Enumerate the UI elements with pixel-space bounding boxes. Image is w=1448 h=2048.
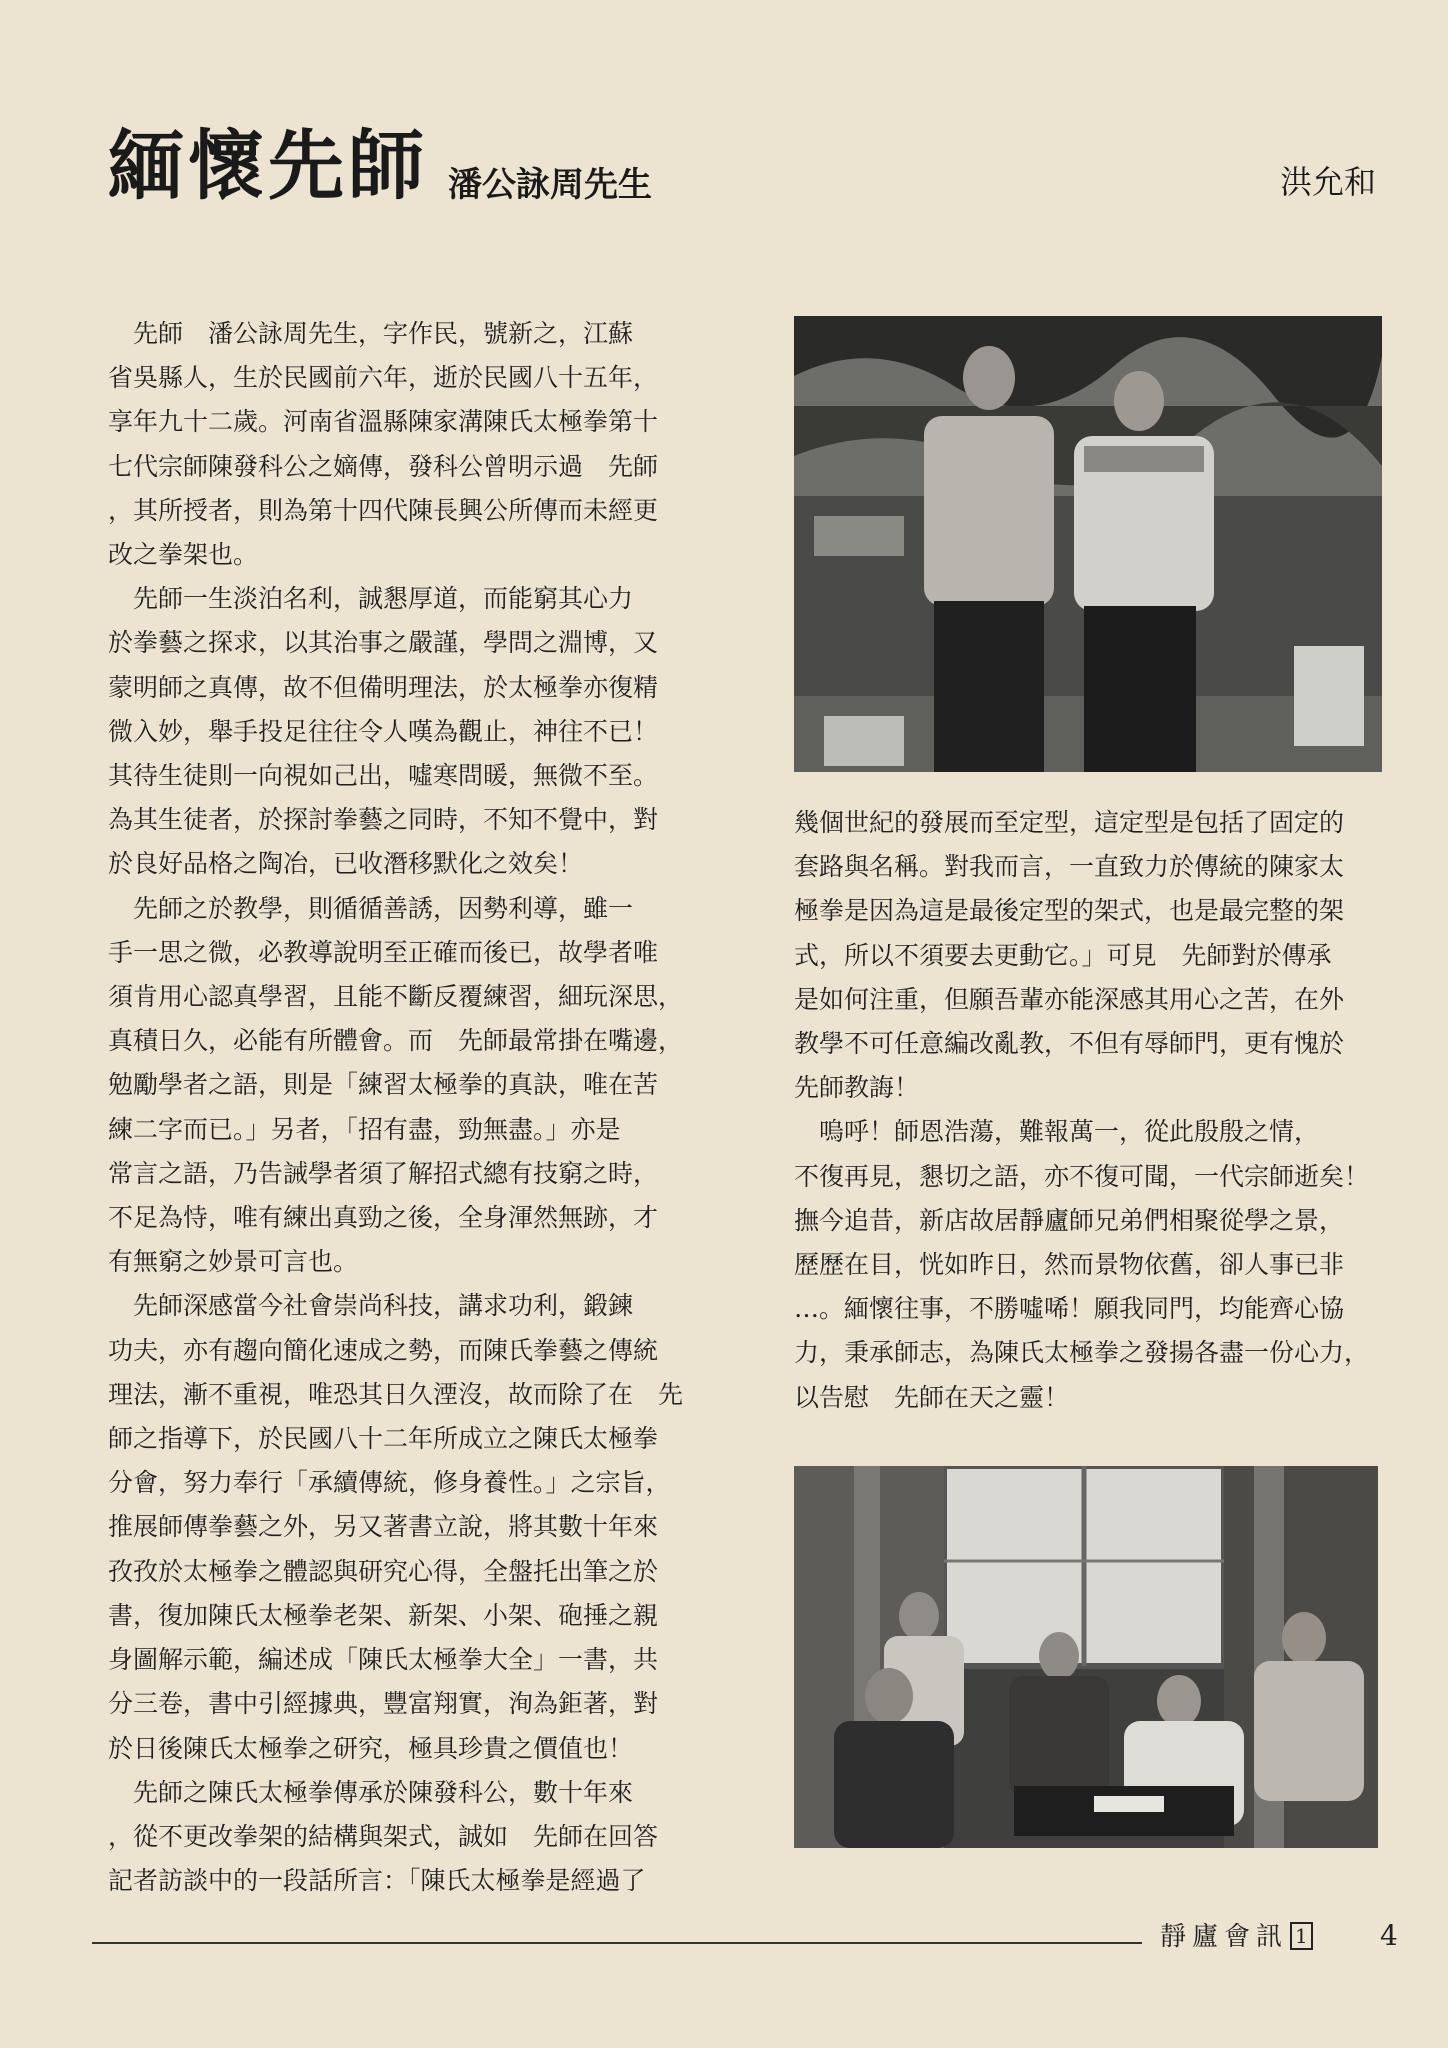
text-line: ，從不更改拳架的結構與架式，誠如 先師在回答 xyxy=(108,1821,659,1851)
text-line: 先師深感當今社會崇尚科技，講求功利，鍛鍊 xyxy=(108,1291,634,1321)
text-line: 式，所以不須要去更動它。」可見 先師對於傳承 xyxy=(794,940,1332,970)
text-line: 是如何注重，但願吾輩亦能深感其用心之苦，在外 xyxy=(794,984,1345,1014)
footer-rule xyxy=(92,1942,1142,1944)
text-line: 先師一生淡泊名利，誠懇厚道，而能窮其心力 xyxy=(108,584,634,614)
text-line: 不復再見，懇切之語，亦不復可聞，一代宗師逝矣！ xyxy=(794,1161,1370,1191)
text-line: 常言之語，乃告誡學者須了解招式總有技窮之時， xyxy=(108,1158,659,1188)
text-line: 於良好品格之陶冶，已收潛移默化之效矣！ xyxy=(108,849,584,879)
text-line: 先師教誨！ xyxy=(794,1073,920,1103)
text-line: 不足為恃，唯有練出真勁之後，全身渾然無跡，才 xyxy=(108,1203,659,1233)
text-line: 勉勵學者之語，則是「練習太極拳的真訣，唯在苦 xyxy=(108,1070,659,1100)
text-line: 微入妙，舉手投足往往令人嘆為觀止，神往不已！ xyxy=(108,716,659,746)
text-line: 享年九十二歲。河南省溫縣陳家溝陳氏太極拳第十 xyxy=(108,407,659,437)
text-line: 以告慰 先師在天之靈！ xyxy=(794,1382,1070,1412)
text-line: 省吳縣人，生於民國前六年，逝於民國八十五年， xyxy=(108,363,659,393)
text-line: 其待生徒則一向視如己出，噓寒問暖，無微不至。 xyxy=(108,761,659,791)
text-line: 歷歷在目，恍如昨日，然而景物依舊，卻人事已非 xyxy=(794,1250,1345,1280)
text-line: 套路與名稱。對我而言，一直致力於傳統的陳家太 xyxy=(794,852,1345,882)
text-line: 先師之陳氏太極拳傳承於陳發科公，數十年來 xyxy=(108,1777,634,1807)
text-line: 撫今追昔，新店故居靜廬師兄弟們相聚從學之景， xyxy=(794,1205,1345,1235)
text-line: ，其所授者，則為第十四代陳長興公所傳而未經更 xyxy=(108,495,659,525)
text-line: 先師 潘公詠周先生，字作民，號新之，江蘇 xyxy=(108,319,634,348)
text-line: 孜孜於太極拳之體認與研究心得，全盤托出筆之於 xyxy=(108,1556,659,1586)
publication-name: 靜廬會訊 xyxy=(1160,1922,1289,1952)
text-line: 理法，漸不重視，唯恐其日久湮沒，故而除了在 先 xyxy=(108,1379,684,1409)
left-text-column xyxy=(108,312,708,1903)
portrait-photo xyxy=(794,316,1382,772)
portrait-photo-image xyxy=(794,316,1382,772)
page-number: 4 xyxy=(1380,1919,1398,1952)
text-line: 於日後陳氏太極拳之研究，極具珍貴之價值也！ xyxy=(108,1733,634,1763)
text-line: 練二字而已。」另者，「招有盡，勁無盡。」亦是 xyxy=(108,1114,621,1144)
article-author: 洪允和 xyxy=(1280,163,1377,201)
text-line: 有無窮之妙景可言也。 xyxy=(108,1247,359,1277)
text-line: 為其生徒者，於探討拳藝之同時，不知不覺中，對 xyxy=(108,805,659,835)
issue-number-badge: 1 xyxy=(1290,1922,1313,1950)
group-meeting-photo xyxy=(794,1466,1378,1848)
text-line: 分會，努力奉行「承續傳統，修身養性。」之宗旨， xyxy=(108,1468,671,1498)
text-line: 須肯用心認真學習，且能不斷反覆練習，細玩深思， xyxy=(108,982,684,1012)
text-line: 嗚呼！師恩浩蕩，難報萬一，從此殷殷之情， xyxy=(794,1117,1320,1147)
text-line: 蒙明師之真傳，故不但備明理法，於太極拳亦復精 xyxy=(108,672,659,702)
text-line: 教學不可任意編改亂教，不但有辱師門，更有愧於 xyxy=(794,1029,1345,1059)
text-line: 推展師傳拳藝之外，另又著書立說，將其數十年來 xyxy=(108,1512,659,1542)
text-line: 幾個世紀的發展而至定型，這定型是包括了固定的 xyxy=(794,808,1345,837)
right-text-column xyxy=(794,801,1390,1420)
text-line: 真積日久，必能有所體會。而 先師最常掛在嘴邊， xyxy=(108,1026,684,1056)
text-line: 分三卷，書中引經據典，豐富翔實，洵為鉅著，對 xyxy=(108,1689,659,1719)
text-line: 極拳是因為這是最後定型的架式，也是最完整的架 xyxy=(794,896,1345,926)
text-line: 力，秉承師志，為陳氏太極拳之發揚各盡一份心力， xyxy=(794,1338,1370,1368)
text-line: 記者訪談中的一段話所言：「陳氏太極拳是經過了 xyxy=(108,1866,646,1896)
group-meeting-photo-image xyxy=(794,1466,1378,1848)
text-line: 功夫，亦有趨向簡化速成之勢，而陳氏拳藝之傳統 xyxy=(108,1335,659,1365)
text-line: 身圖解示範，編述成「陳氏太極拳大全」一書，共 xyxy=(108,1645,659,1675)
article-subtitle: 潘公詠周先生 xyxy=(448,165,652,205)
text-line: 師之指導下，於民國八十二年所成立之陳氏太極拳 xyxy=(108,1424,659,1454)
text-line: …。緬懷往事，不勝噓唏！願我同門，均能齊心協 xyxy=(794,1294,1345,1324)
text-line: 書，復加陳氏太極拳老架、新架、小架、砲捶之親 xyxy=(108,1600,659,1630)
text-line: 改之拳架也。 xyxy=(108,540,259,570)
article-title: 緬懷先師 xyxy=(108,121,428,210)
text-line: 先師之於教學，則循循善誘，因勢利導，雖一 xyxy=(108,893,634,923)
text-line: 手一思之微，必教導說明至正確而後已，故學者唯 xyxy=(108,937,659,967)
text-line: 七代宗師陳發科公之嫡傳，發科公曾明示過 先師 xyxy=(108,451,659,481)
text-line: 於拳藝之探求，以其治事之嚴謹，學問之淵博，又 xyxy=(108,628,659,658)
footer-publication xyxy=(1160,1922,1313,1950)
